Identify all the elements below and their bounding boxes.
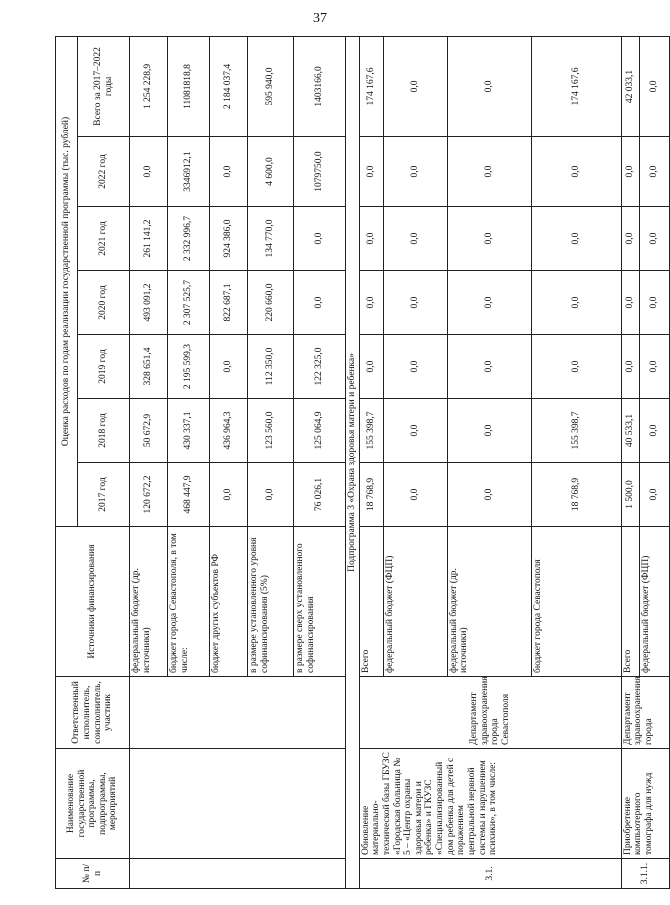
header-no: № п/п bbox=[56, 859, 130, 889]
cell-value: 0,0 bbox=[359, 271, 383, 335]
cell-source: Всего bbox=[621, 527, 639, 677]
cell-value: 120 672,2 bbox=[130, 463, 168, 527]
cell-source: в размере установленного уровня софинансирования (5%) bbox=[248, 527, 294, 677]
cell-value: 50 672,9 bbox=[130, 399, 168, 463]
cell-value: 40 533,1 bbox=[621, 399, 639, 463]
header-executor: Ответственный исполнитель, соисполнитель, участник bbox=[56, 677, 130, 749]
header-year-total: Всего за 2017–2022 годы bbox=[78, 36, 130, 136]
cell-value: 0,0 bbox=[383, 335, 447, 399]
header-year-2021: 2021 год bbox=[78, 207, 130, 271]
cell-source: федеральный бюджет (др. источники) bbox=[130, 527, 168, 677]
cell-value: 2 307 525,7 bbox=[168, 271, 210, 335]
cell-value: 0,0 bbox=[294, 207, 346, 271]
cell-source: федеральный бюджет (ФЦП) bbox=[639, 527, 669, 677]
cell-value: 0,0 bbox=[210, 335, 248, 399]
header-group: Оценка расходов по годам реализации государственной программы (тыс. рублей) bbox=[56, 36, 78, 526]
cell-value: 2 332 996,7 bbox=[168, 207, 210, 271]
cell-value: 2 184 037,4 bbox=[210, 36, 248, 136]
header-source: Источники финансирования bbox=[56, 527, 130, 677]
cell-value: 42 033,1 bbox=[621, 36, 639, 136]
budget-table bbox=[55, 36, 670, 889]
cell-value: 220 660,0 bbox=[248, 271, 294, 335]
cell-value: 493 091,2 bbox=[130, 271, 168, 335]
cell-value: 0,0 bbox=[531, 271, 621, 335]
cell-value: 76 026,1 bbox=[294, 463, 346, 527]
cell-value: 0,0 bbox=[383, 36, 447, 136]
cell-no: 3.1. bbox=[359, 859, 621, 889]
cell-value: 174 167,6 bbox=[359, 36, 383, 136]
cell-value: 0,0 bbox=[531, 335, 621, 399]
cell-value: 0,0 bbox=[383, 463, 447, 527]
cell-value: 0,0 bbox=[359, 335, 383, 399]
cell-value: 1 254 228,9 bbox=[130, 36, 168, 136]
cell-value: 0,0 bbox=[621, 137, 639, 207]
cell-value: 122 325,0 bbox=[294, 335, 346, 399]
cell-name: Приобретение компьютерного томографа для нужд bbox=[621, 749, 669, 859]
cell-name-empty bbox=[130, 749, 346, 859]
cell-value: 0,0 bbox=[447, 399, 531, 463]
cell-value: 0,0 bbox=[639, 36, 669, 136]
cell-value: 261 141,2 bbox=[130, 207, 168, 271]
cell-value: 4 600,0 bbox=[248, 137, 294, 207]
cell-value: 0,0 bbox=[383, 207, 447, 271]
cell-source: бюджет города Севастополя bbox=[531, 527, 621, 677]
cell-value: 0,0 bbox=[447, 271, 531, 335]
cell-value: 0,0 bbox=[531, 137, 621, 207]
cell-value: 0,0 bbox=[359, 207, 383, 271]
cell-value: 174 167,6 bbox=[531, 36, 621, 136]
cell-value: 430 337,1 bbox=[168, 399, 210, 463]
cell-value: 0,0 bbox=[621, 271, 639, 335]
cell-value: 0,0 bbox=[447, 207, 531, 271]
cell-value: 112 350,0 bbox=[248, 335, 294, 399]
cell-value: 924 386,0 bbox=[210, 207, 248, 271]
table-row bbox=[359, 36, 383, 888]
cell-value: 0,0 bbox=[447, 137, 531, 207]
cell-value: 0,0 bbox=[130, 137, 168, 207]
cell-source: федеральный бюджет (др. источники) bbox=[447, 527, 531, 677]
cell-value: 1403166,0 bbox=[294, 36, 346, 136]
cell-value: 0,0 bbox=[248, 463, 294, 527]
cell-value: 155 398,7 bbox=[359, 399, 383, 463]
cell-source: Всего bbox=[359, 527, 383, 677]
cell-value: 0,0 bbox=[639, 335, 669, 399]
cell-name: Обновление материально-технической базы ГБУЗС «Городская больница № 5 – «Центр охраны здоровья матери и ребенка» и ГКУЗС «Специализированный дом ребенка для детей с поражением центральной нервной системы и нарушением психики», в том числе: bbox=[359, 749, 621, 859]
cell-value: 18 768,9 bbox=[359, 463, 383, 527]
cell-source: бюджет других субъектов РФ bbox=[210, 527, 248, 677]
cell-value: 0,0 bbox=[383, 399, 447, 463]
cell-value: 1079750,0 bbox=[294, 137, 346, 207]
cell-value: 0,0 bbox=[447, 335, 531, 399]
cell-value: 155 398,7 bbox=[531, 399, 621, 463]
header-year-2017: 2017 год bbox=[78, 463, 130, 527]
cell-value: 0,0 bbox=[639, 207, 669, 271]
cell-value: 0,0 bbox=[359, 137, 383, 207]
cell-value: 0,0 bbox=[447, 36, 531, 136]
cell-value: 0,0 bbox=[621, 207, 639, 271]
cell-value: 1 500,0 bbox=[621, 463, 639, 527]
header-year-2022: 2022 год bbox=[78, 137, 130, 207]
cell-value: 0,0 bbox=[210, 463, 248, 527]
cell-value: 0,0 bbox=[210, 137, 248, 207]
header-name: Наименование государственной программы, подпрограммы, мероприятий bbox=[56, 749, 130, 859]
page-number: 37 bbox=[313, 11, 327, 26]
cell-source: в размере сверх установленного софинансирования bbox=[294, 527, 346, 677]
rotated-table-wrapper bbox=[55, 37, 659, 889]
cell-value: 328 651,4 bbox=[130, 335, 168, 399]
header-year-2018: 2018 год bbox=[78, 399, 130, 463]
cell-value: 0,0 bbox=[383, 137, 447, 207]
cell-executor-empty bbox=[130, 677, 346, 749]
cell-value: 134 770,0 bbox=[248, 207, 294, 271]
cell-value: 468 447,9 bbox=[168, 463, 210, 527]
header-year-2020: 2020 год bbox=[78, 271, 130, 335]
cell-executor: Департамент здравоохранения города bbox=[621, 677, 669, 749]
cell-value: 123 560,0 bbox=[248, 399, 294, 463]
cell-value: 125 064,9 bbox=[294, 399, 346, 463]
cell-value: 0,0 bbox=[639, 271, 669, 335]
cell-value: 436 964,3 bbox=[210, 399, 248, 463]
cell-value: 0,0 bbox=[639, 463, 669, 527]
cell-value: 0,0 bbox=[621, 335, 639, 399]
table-row bbox=[130, 36, 168, 888]
cell-value: 0,0 bbox=[531, 207, 621, 271]
cell-value: 0,0 bbox=[447, 463, 531, 527]
header-year-2019: 2019 год bbox=[78, 335, 130, 399]
cell-value: 0,0 bbox=[639, 137, 669, 207]
cell-value: 3346912,1 bbox=[168, 137, 210, 207]
cell-value: 0,0 bbox=[294, 271, 346, 335]
cell-value: 822 687,1 bbox=[210, 271, 248, 335]
cell-executor: Департамент здравоохранения города Севастополя bbox=[359, 677, 621, 749]
cell-value: 11081818,8 bbox=[168, 36, 210, 136]
cell-value: 18 768,9 bbox=[531, 463, 621, 527]
cell-value: 2 195 599,3 bbox=[168, 335, 210, 399]
cell-no-empty bbox=[130, 859, 346, 889]
subprogram-title: Подпрограмма 3 «Охрана здоровья матери и ребенка» bbox=[346, 36, 360, 888]
cell-source: федеральный бюджет (ФЦП) bbox=[383, 527, 447, 677]
table-row bbox=[621, 36, 639, 888]
cell-no: 3.1.1. bbox=[621, 859, 669, 889]
cell-value: 0,0 bbox=[383, 271, 447, 335]
subprogram-row bbox=[346, 36, 360, 888]
cell-value: 595 940,0 bbox=[248, 36, 294, 136]
cell-source: бюджет города Севастополя, в том числе: bbox=[168, 527, 210, 677]
cell-value: 0,0 bbox=[639, 399, 669, 463]
